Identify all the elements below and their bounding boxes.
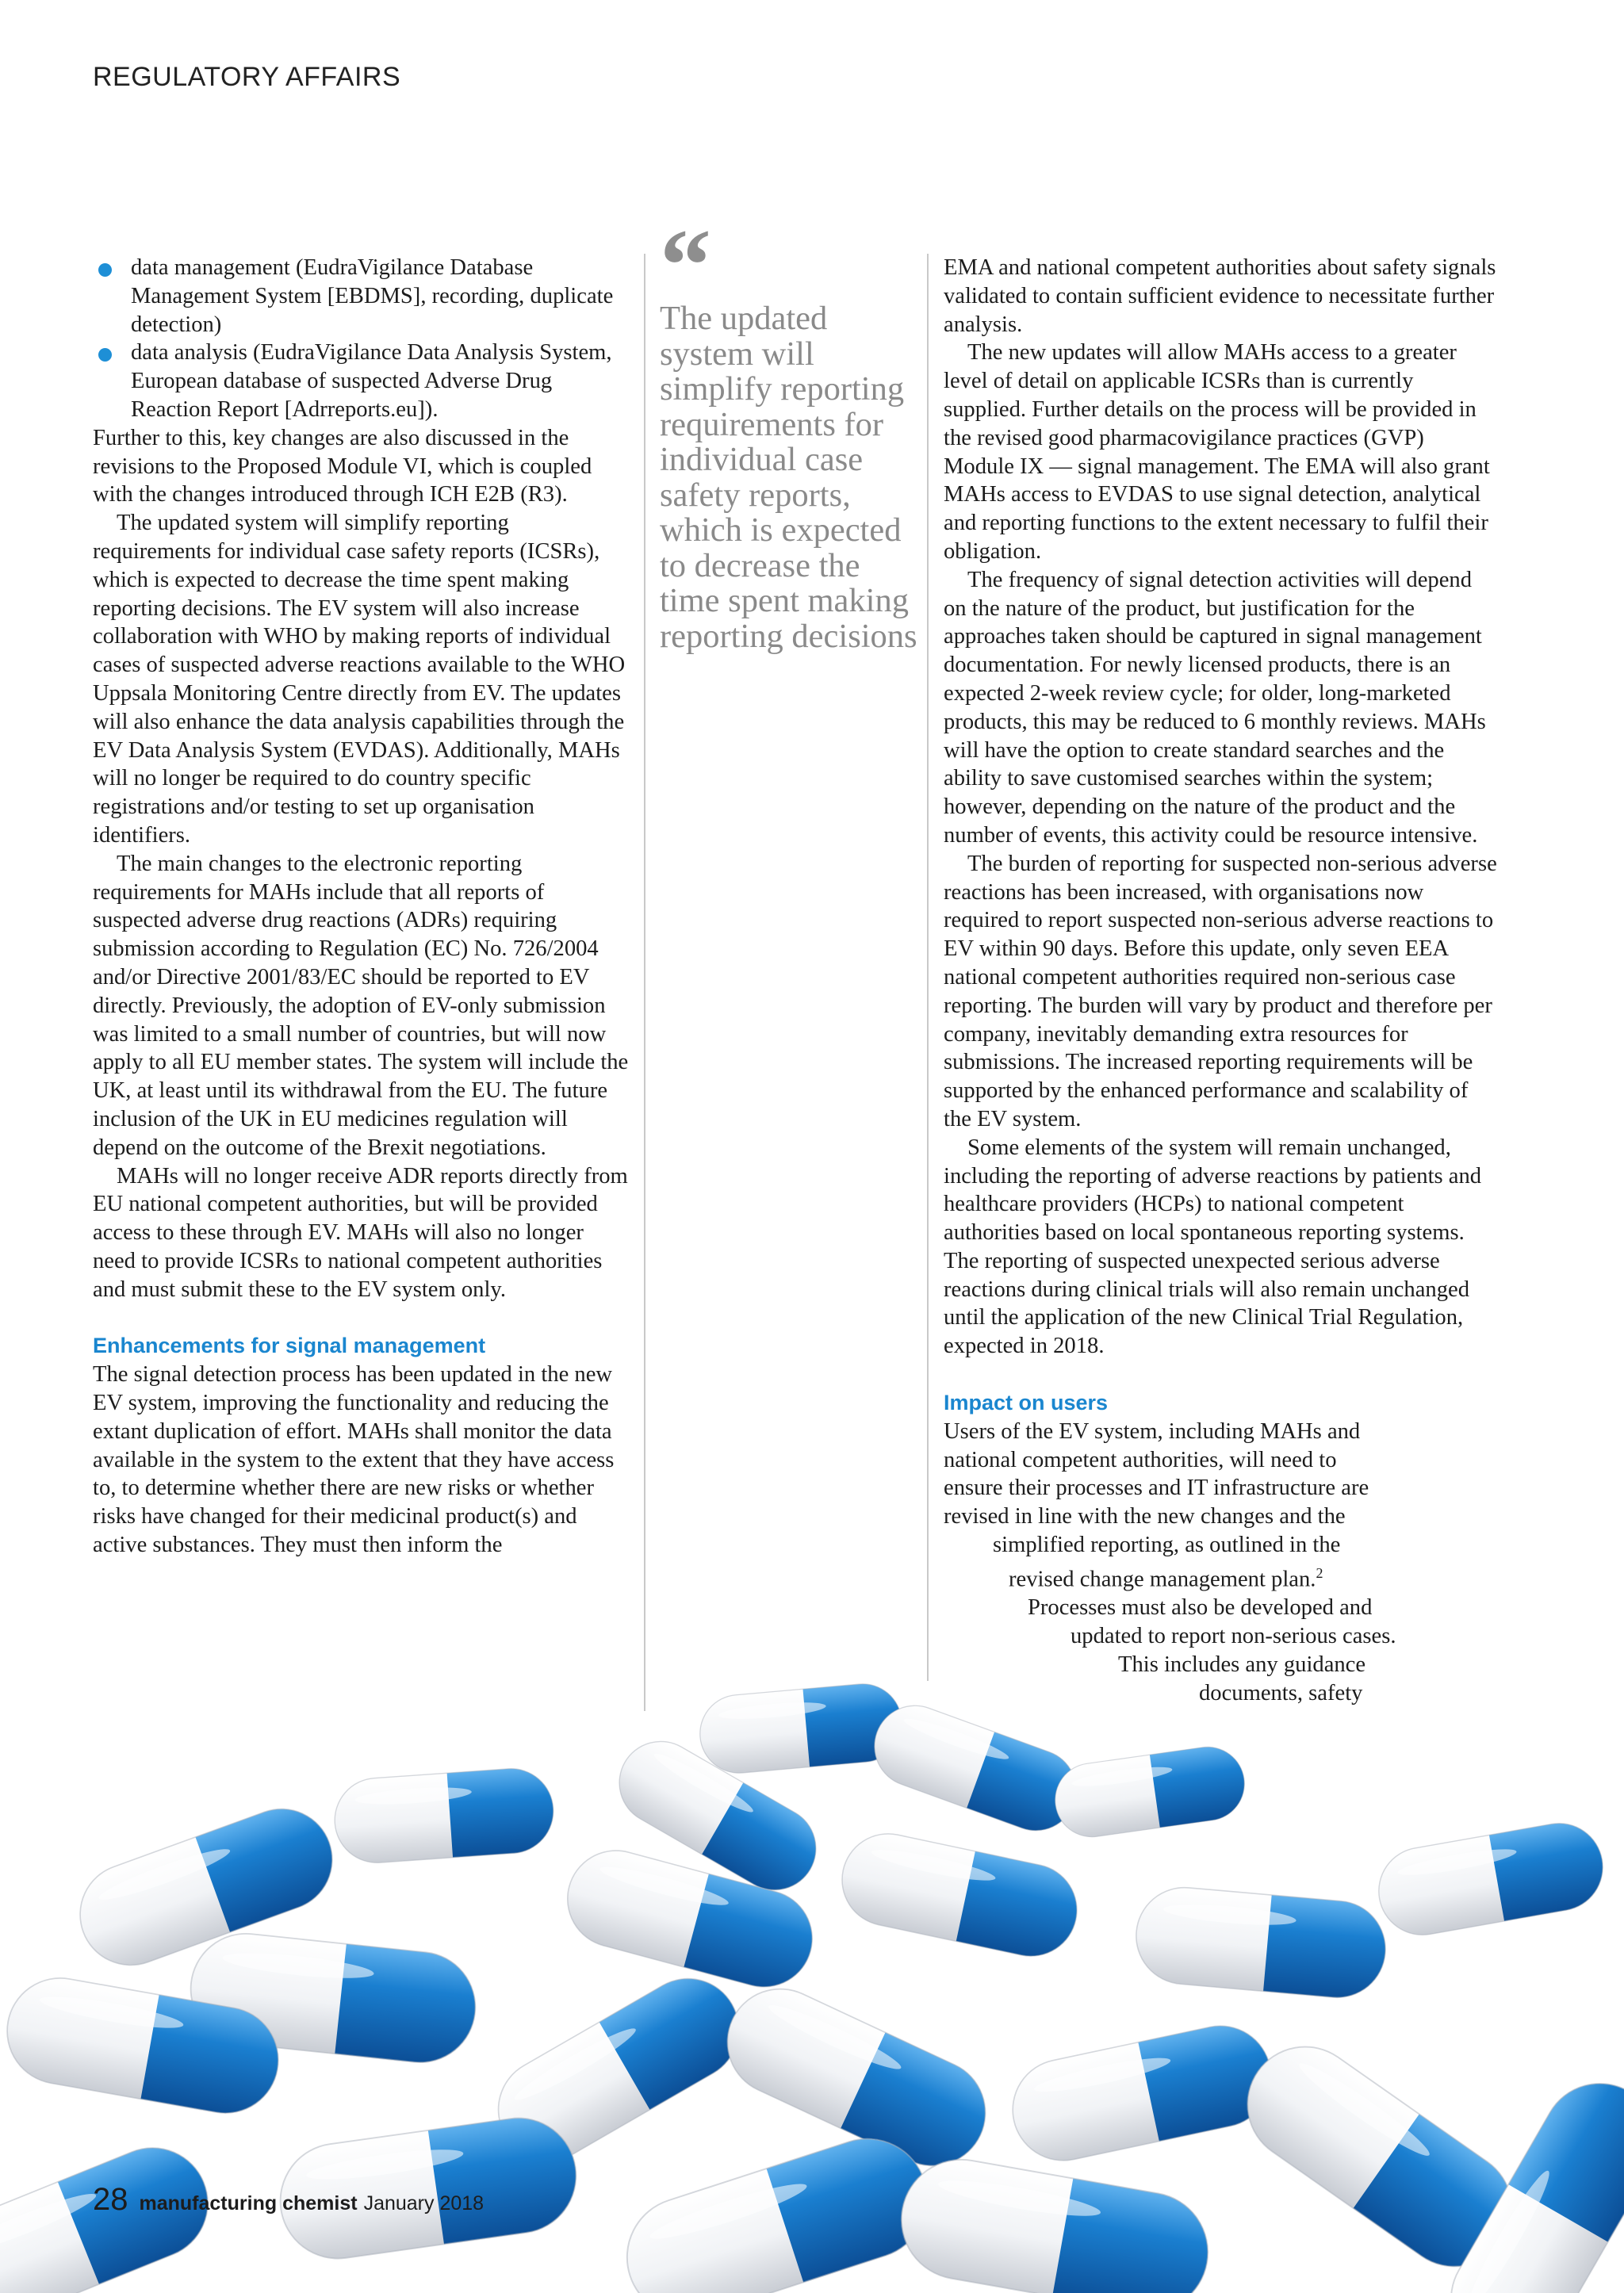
section-heading: Impact on users: [944, 1391, 1109, 1415]
bullet-list: [93, 254, 632, 424]
body-paragraph: Further to this, key changes are also discussed in the revisions to the Proposed Module VI, which is coupled with the changes introduced through ICH E2B (R3).: [93, 425, 592, 507]
footnote-ref: 2: [1316, 1564, 1323, 1581]
text-line: national competent authorities, will need to: [944, 1447, 1337, 1472]
body-paragraph: EMA and national competent authorities about safety signals validated to contain sufficient evidence to necessitate further analysis.: [944, 255, 1496, 337]
column-divider: [644, 254, 645, 1711]
capsule-image: [892, 2150, 1217, 2293]
text-line: revised in line with the new changes and the: [944, 1504, 1346, 1529]
text-line: simplified reporting, as outlined in the: [993, 1533, 1341, 1558]
body-paragraph: Some elements of the system will remain unchanged, including the reporting of adverse reactions by patients and healthcare providers (HCPs) to national competent authorities based on local spontaneous reporting systems. The reporting of suspected unexpected serious adverse reactions during clinical trials will also remain unchanged until the application of the new Clinical Trial Regulation, expected in 2018.: [944, 1135, 1482, 1359]
column-divider: [927, 254, 929, 1681]
quote-mark-icon: “: [660, 209, 711, 323]
capsule-image: [1372, 1816, 1610, 1942]
body-paragraph: MAHs will no longer receive ADR reports directly from EU national competent authorities, but will be provided access to these through EV. MAHs will also no longer need to provide ICSRs to national competent authorities and must submit these to the EV system only.: [93, 1163, 628, 1302]
body-paragraph: The main changes to the electronic reporting requirements for MAHs include that all reports of suspected adverse drug reactions (ADRs) requiring submission according to Regulation (EC) No. 726/2004 and/or Directive 2001/83/EC should be reported to EV directly. Previously, the adoption of EV-only submission was limited to a small number of countries, but will now apply to all EU member states. The system will include the UK, at least until its withdrawal from the EU. The future inclusion of the UK in EU medicines regulation will depend on the outcome of the Brexit negotiations.: [93, 851, 629, 1160]
text-line: ensure their processes and IT infrastructure are: [944, 1476, 1369, 1501]
capsule-image: [1003, 2016, 1280, 2169]
text-line: Processes must also be developed and: [1028, 1595, 1373, 1621]
bullet-icon: [98, 263, 112, 277]
capsule-image: [864, 1694, 1088, 1842]
list-item: data management (EudraVigilance Database Management System [EBDMS], recording, duplicate detection): [93, 254, 632, 339]
bullet-icon: [98, 348, 112, 362]
list-item: data analysis (EudraVigilance Data Analysis System, European database of suspected Adverse Drug Reaction Report [Adrreports.eu]).: [93, 339, 632, 423]
capsule-image: [611, 2123, 943, 2293]
issue-date: January 2018: [363, 2192, 485, 2215]
text-line: updated to report non-serious cases.: [1071, 1623, 1396, 1648]
text-line: This includes any guidance: [1118, 1652, 1366, 1677]
text-line: documents, safety: [1199, 1680, 1363, 1705]
capsule-image: [332, 1766, 557, 1866]
page-number: 28: [93, 2182, 128, 2217]
text-line: Users of the EV system, including MAHs and: [944, 1418, 1361, 1444]
section-heading: Enhancements for signal management: [93, 1334, 486, 1358]
body-paragraph: The signal detection process has been updated in the new EV system, improving the functionality and reducing the extant duplication of effort. MAHs shall monitor the data available in the system to the extent that they have access to, to determine whether there are new risks or whether risks have changed for their medicinal product(s) and active substances. They must then inform the: [93, 1362, 615, 1558]
body-paragraph: The new updates will allow MAHs access to a greater level of detail on applicable ICSRs than is currently supplied. Further details on the process will be provided in the revised good pharmacovigilance practices (GVP) Module IX — signal management. The EMA will also grant MAHs access to EVDAS to use signal detection, analytical and reporting functions to the extent necessary to fulfil their obligation.: [944, 340, 1490, 564]
capsule-image: [1051, 1742, 1250, 1841]
body-paragraph: The frequency of signal detection activities will depend on the nature of the product, but justification for the approaches taken should be captured in signal management documentation. For newly licensed products, there is an expected 2-week review cycle; for older, long-marketed products, this may be reduced to 6 monthly reviews. MAHs will have the option to create standard searches and the ability to save customised searches within the system; however, depending on the nature of the product and the number of events, this activity could be resource intensive.: [944, 567, 1486, 848]
article-column-right: [944, 254, 1499, 1707]
capsule-image: [1132, 1884, 1389, 2002]
body-paragraph: [944, 1418, 1499, 1708]
page-footer: [93, 2182, 484, 2218]
publication-name: manufacturing chemist: [139, 2192, 358, 2215]
capsule-image: [833, 1825, 1086, 1965]
body-paragraph: The updated system will simplify reporting requirements for individual case safety reports (ICSRs), which is expected to decrease the time spent making reporting decisions. The EV system will also increase collaboration with WHO by making reports of individual cases of suspected adverse reactions available to the WHO Uppsala Monitoring Centre directly from EV. The updates will also enhance the data analysis capabilities through the EV Data Analysis System (EVDAS). Additionally, MAHs will no longer be required to do country specific registrations and/or testing to set up organisation identifiers.: [93, 511, 626, 848]
text-line: revised change management plan.$^2$: [1009, 1564, 1323, 1592]
capsule-image: [697, 1681, 906, 1776]
pull-quote: The updated system will simplify reporting requirements for individual case safety reports, which is expected to decrease the time spent making reporting decisions: [660, 300, 917, 655]
article-column-left: [93, 254, 632, 1560]
body-paragraph: The burden of reporting for suspected non-serious adverse reactions has been increased, with organisations now required to report suspected non-serious adverse reactions to EV within 90 days. Before this update, only seven EEA national competent authorities required non-serious case reporting. The burden will vary by product and therefore per company, inevitably demanding extra resources for submissions. The increased reporting requirements will be supported by the enhanced performance and scalability of the EV system.: [944, 851, 1497, 1131]
section-label: REGULATORY AFFAIRS: [93, 62, 401, 92]
